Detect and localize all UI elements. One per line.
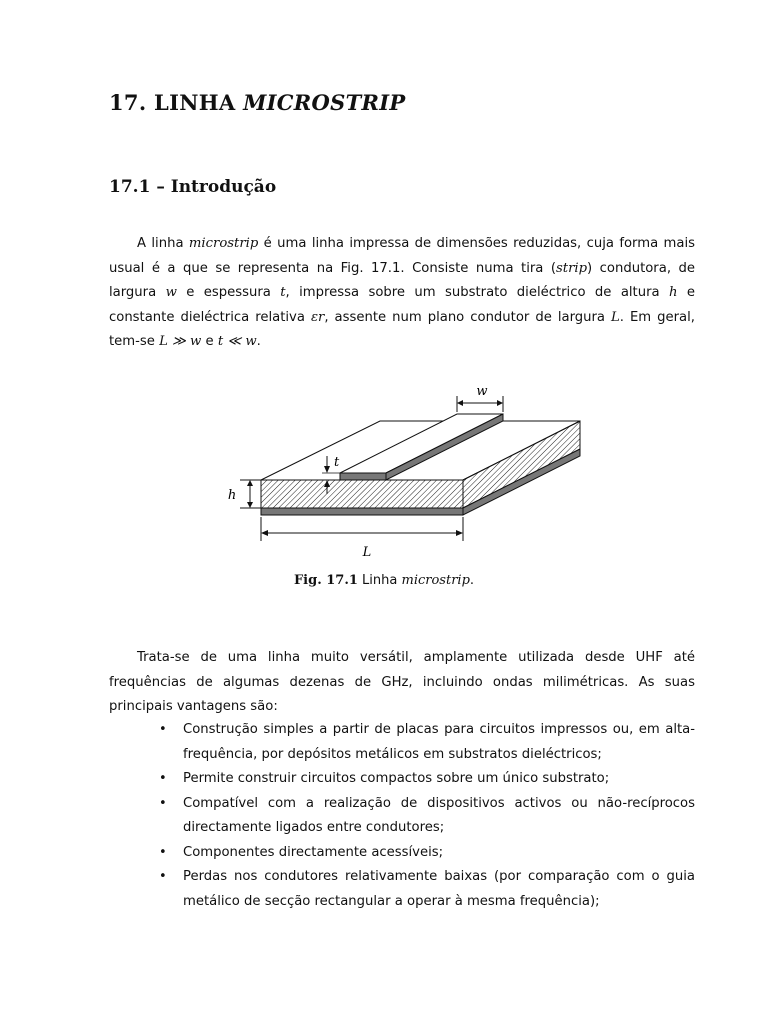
intro-text: ) condutora, de largura [109, 260, 695, 300]
caption-end: . [469, 573, 475, 588]
substrate-front [261, 480, 463, 508]
ground-plane-front [261, 508, 463, 515]
caption-text: Linha [357, 573, 402, 588]
L-arrow-right [456, 530, 463, 536]
label-L: L [362, 545, 372, 556]
w-arrow-left [457, 400, 463, 406]
math-expression: t ≪ w [217, 334, 257, 349]
list-item [109, 767, 695, 792]
chapter-number-title: 17. LINHA [109, 90, 236, 115]
w-arrow-right [497, 400, 503, 406]
section-title: 17.1 – Introdução [109, 177, 277, 197]
advantages-list [109, 718, 695, 914]
math-symbol: t [280, 285, 286, 300]
intro-text: e espessura [176, 285, 281, 300]
L-arrow-left [261, 530, 268, 536]
math-expression: L ≫ w [159, 334, 202, 349]
intro-text: , assente num plano condutor de largura [324, 309, 611, 325]
math-symbol: L [611, 309, 620, 325]
label-t: t [334, 455, 340, 470]
chapter-title [109, 90, 405, 115]
list-item [109, 841, 695, 866]
advantages-intro: Trata-se de uma linha muito versátil, amplamente utilizada desde UHF até frequências de algumas dezenas de GHz, incluindo ondas milimétricas. As suas principais vantagens são: [109, 650, 695, 714]
caption-emphasis: microstrip [401, 573, 470, 588]
list-item [109, 865, 695, 914]
list-item-text: Compatível com a realização de dispositivos activos ou não-recíprocos directamente ligados entre condutores; [183, 795, 695, 835]
intro-text: . [256, 334, 261, 349]
list-item [109, 792, 695, 841]
bullet-icon: • [159, 795, 167, 811]
bullet-icon: • [159, 722, 167, 737]
intro-text: . Em geral, tem-se [109, 309, 695, 349]
intro-text: , impressa sobre um substrato dieléctrico de altura [285, 285, 669, 300]
math-symbol: εr [310, 309, 325, 325]
h-arrow-top [247, 480, 253, 486]
intro-text: A linha [137, 236, 189, 251]
list-item-text: Construção simples a partir de placas para circuitos impressos ou, em alta-frequência, por depósitos metálicos em substratos dieléctricos; [183, 722, 695, 762]
figure-caption [0, 573, 768, 588]
list-item-text: Perdas nos condutores relativamente baixas (por comparação com o guia metálico de secção rectangular a operar à mesma frequência); [183, 869, 695, 909]
h-arrow-bottom [247, 502, 253, 508]
intro-paragraph [109, 232, 695, 355]
strip-front [340, 473, 386, 480]
intro-text: e constante dieléctrica relativa [109, 285, 695, 325]
intro-emphasis: strip [556, 260, 588, 276]
list-item [109, 718, 695, 767]
list-item-text: Permite construir circuitos compactos sobre um único substrato; [183, 771, 610, 786]
chapter-title-emphasis: MICROSTRIP [243, 90, 406, 115]
bullet-icon: • [159, 844, 167, 860]
label-w: w [476, 384, 488, 399]
bullet-icon: • [159, 869, 167, 884]
caption-label: Fig. 17.1 [293, 573, 358, 588]
microstrip-figure [0, 376, 768, 556]
intro-text: é uma linha impressa de dimensões reduzidas, cuja forma mais usual é a que se representa na Fig. 17.1. Consiste numa tira ( [109, 236, 696, 276]
list-item-text: Componentes directamente acessíveis; [183, 844, 444, 860]
intro-emphasis: microstrip [188, 236, 259, 251]
advantages-paragraph [109, 646, 695, 720]
math-symbol: w [165, 285, 177, 300]
label-h: h [227, 488, 237, 503]
intro-text: e [201, 334, 218, 349]
bullet-icon: • [159, 771, 167, 786]
math-symbol: h [668, 285, 678, 300]
